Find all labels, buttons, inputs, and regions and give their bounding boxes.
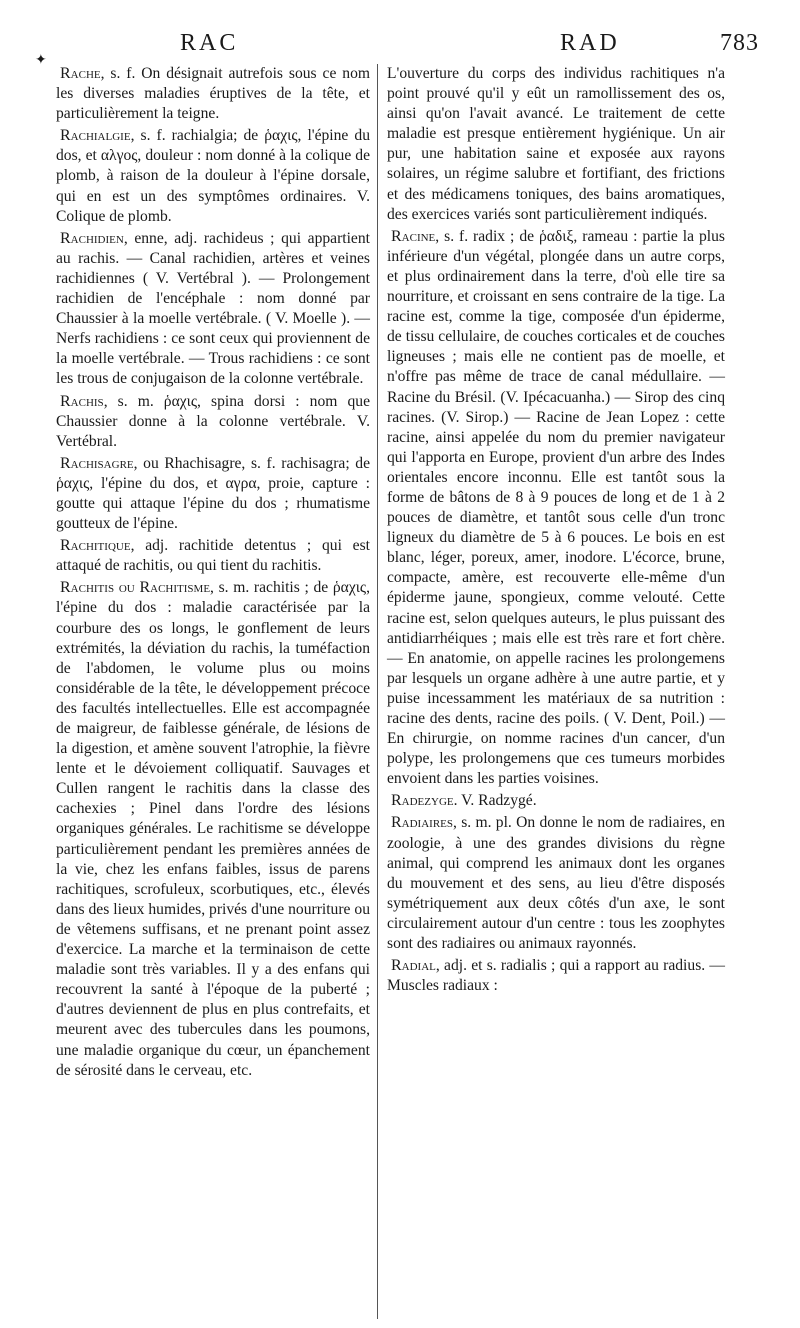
entry — [56, 578, 370, 1080]
entry-text: , adj. rachitide detentus ; qui est attaqué de rachitis, ou qui tient du rachitis. — [56, 537, 370, 575]
headword: Rachisagre — [60, 454, 134, 472]
entry-text: , s. f. On désignait autrefois sous ce nom les diverses maladies éruptives de la tête, et particulièrement la teigne. — [56, 65, 370, 123]
entry-text: , s. f. rachialgia; de ῥαχις, l'épine du dos, et αλγος, douleur : nom donné à la colique de plomb, à raison de la douleur à l'épine dorsale, qui en est un des symptômes ordinaires. V. Colique de plomb. — [56, 127, 370, 225]
headword: Rachitique — [60, 537, 131, 555]
headword: Radial — [391, 957, 436, 975]
entry — [387, 227, 725, 790]
entry-text: . V. Radzygé. — [453, 792, 537, 810]
asterisk-mark-icon: ✦ — [35, 53, 47, 68]
headword: Radezyge — [391, 792, 454, 810]
entry-text: , enne, adj. rachideus ; qui appartient au rachis. — Canal rachidien, artères et veines rachidiennes ( V. Vertébral ). — Prolongement rachidien de l'encéphale : nom donné par Chaussier à la moelle vertébrale. ( V. Moelle ). — Nerfs rachidiens : ce sont ceux qui proviennent de la moelle vertébrale. — Trous rachidiens : ce sont les trous de conjugaison de la colonne vertébrale. — [56, 229, 370, 388]
entry-text: , s. m. pl. On donne le nom de radiaires, en zoologie, à une des grandes divisions du règne animal, qui comprend les animaux dont les organes du mouvement et des sens, au lieu d'être disposés symétriquement aux deux côtés d'un axe, le sont circulairement autour d'un centre : tous les zoophytes sont des radiaires ou animaux rayonnés. — [387, 814, 725, 953]
entry-text: , adj. et s. radialis ; qui a rapport au radius. — Muscles radiaux : — [387, 957, 725, 995]
running-header — [40, 30, 780, 60]
entry-text: , s. m. rachitis ; de ῥαχις, l'épine du dos : maladie caractérisée par la courbure des os longs, le gonflement de leurs extrémités, la déviation du rachis, la tuméfaction de l'abdomen, le volume plus ou moins considérable de la tête, le développement précoce des facultés intellectuelles. Elle est accompagnée de maigreur, de faiblesse générale, de lésions de la digestion, et amène souvent l'atrophie, la fièvre lente et le dévoiement colliquatif. Sauvages et Cullen rangent le rachitis dans la classe des cachexies ; Pinel dans l'ordre des lésions organiques générales. Le rachitisme se développe particulièrement pendant les premières années de la vie, chez les enfans faibles, issus de parens rachitiques, scrofuleux, scorbutiques, etc., élevés dans des lieux humides, privés d'une nourriture ou de vêtemens suffisans, et ne prenant point assez d'exercice. La marche et la terminaison de cette maladie sont très variables. Il y a des enfans qui recouvrent la santé à l'époque de la puberté ; d'autres deviennent de plus en plus contrefaits, et meurent avec des tubercules dans les poumons, une maladie organique du cœur, un épanchement de sérosité dans le cerveau, etc. — [56, 579, 371, 1079]
headword: Rachis — [60, 392, 104, 410]
headword: Rachialgie — [60, 127, 131, 145]
entry-continuation — [387, 64, 725, 225]
entry — [56, 229, 370, 390]
left-column — [56, 64, 370, 1083]
right-column — [387, 64, 725, 998]
entry-text: , s. m. ῥαχις, spina dorsi : nom que Chaussier donne à la colonne vertébrale. V. Vertébral. — [56, 392, 370, 450]
entry-text: L'ouverture du corps des individus rachitiques n'a point prouvé qu'il y eût un ramollissement des os, ainsi qu'on l'avait avancé. Le traitement de cette maladie est presque entièrement hygiénique. Un air pur, une habitation saine et exposée aux rayons solaires, un régime salubre et fortifiant, des frictions et des médicamens toniques, des bains aromatiques, des exercices variés sont particulièrement indiqués. — [387, 65, 725, 223]
entry — [56, 454, 370, 534]
entry — [56, 64, 370, 124]
headword: Rachitis ou Rachitisme — [60, 579, 211, 597]
header-left-guide-word: RAC — [180, 30, 239, 56]
entry — [387, 813, 725, 954]
headword: Rachidien — [60, 229, 124, 247]
headword: Radiaires — [391, 814, 454, 832]
entry-text: , ou Rhachisagre, s. f. rachisagra; de ῥαχις, l'épine du dos, et αγρα, proie, capture : goutte qui attaque l'épine du dos ; rhumatisme goutteux de l'épine. — [56, 454, 370, 533]
headword: Racine — [391, 227, 436, 245]
entry — [56, 126, 370, 226]
entry — [387, 791, 725, 811]
page-number: 783 — [720, 30, 759, 56]
entry — [56, 536, 370, 576]
entry — [387, 956, 725, 996]
column-divider — [377, 64, 378, 1319]
entry — [56, 392, 370, 452]
header-right-guide-word: RAD — [560, 30, 620, 56]
entry-text: , s. f. radix ; de ῥαδιξ, rameau : partie la plus inférieure d'un végétal, plongée dans un autre corps, et plus ordinairement dans la terre, d'où elle tire sa nourriture, et croissant en sens contraire de la tige. La racine est, comme la tige, composée d'un épiderme, de tissu cellulaire, de couches corticales et de couches ligneuses ; mais elle ne contient pas de moelle, et n'offre pas même de trace de canal médullaire. — Racine du Brésil. (V. Ipécacuanha.) — Sirop des cinq racines. (V. Sirop.) — Racine de Jean Lopez : cette racine, ainsi appelée du nom du premier navigateur qui l'apporta en Europe, provient d'un arbre des Indes orientales encore inconnu. Elle est tantôt sous la forme de bâtons de 8 à 9 pouces de long et de 1 à 2 pouces de diamètre, et tantôt sous celle d'un tronc ligneux du diamètre de 5 à 6 pouces. Le bois en est blanc, léger, poreux, amer, inodore. L'écorce, brune, compacte, amère, est recouverte elle-même d'un épiderme jaune, spongieux, comme velouté. Cette racine est, selon quelques auteurs, le plus puissant des antidiarrhéiques ; mais elle est très rare et fort chère. — En anatomie, on appelle racines les prolongemens par lesquels un organe adhère à une autre partie, et y puise incessamment les matériaux de sa nutrition : racine des dents, racine des poils. ( V. Dent, Poil.) — En chirurgie, on nomme racines d'un cancer, d'un polype, les prolongemens que ces tumeurs morbides envoient dans les parties voisines. — [387, 227, 725, 788]
headword: Rache — [60, 65, 101, 82]
